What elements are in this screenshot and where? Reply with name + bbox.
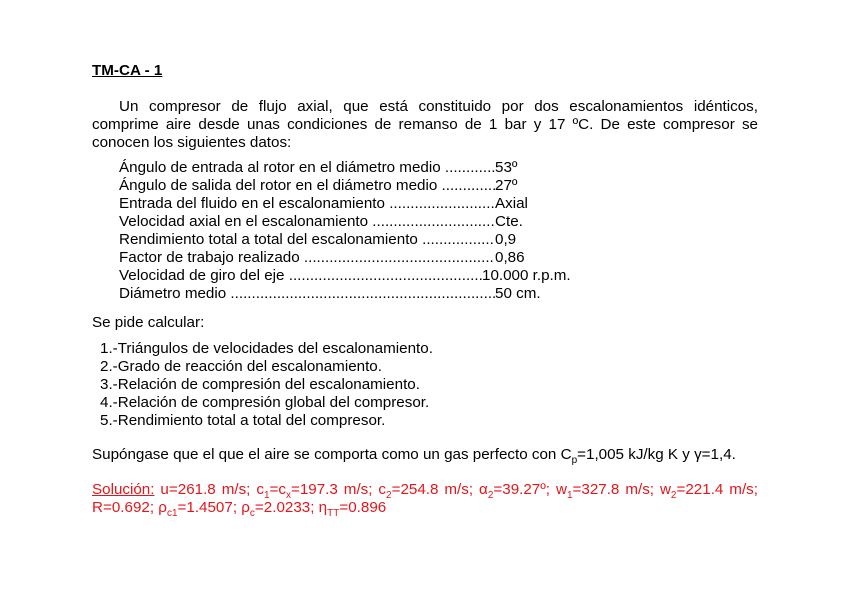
sol-cx: =c: [269, 481, 286, 498]
sol-rho-c: ρ: [241, 499, 250, 516]
sol-rho-c-val: =2.0233;: [254, 499, 319, 516]
data-value: 50 cm.: [495, 285, 541, 302]
sol-c2: c: [378, 481, 387, 498]
sol-alpha2-val: =39.27º;: [493, 481, 556, 498]
sol-eta-sub: TT: [327, 508, 340, 520]
task-list: [100, 340, 758, 430]
data-label: Velocidad axial en el escalonamiento .....: [119, 213, 495, 231]
cp-subscript: p: [571, 455, 578, 467]
sol-c1-val: =197.3 m/s;: [290, 481, 379, 498]
sol-c2-sub: 2: [386, 490, 392, 502]
data-label: Factor de trabajo realizado .....: [119, 249, 495, 267]
sol-rho-c-sub: c: [249, 508, 255, 520]
data-value: 0,9: [495, 231, 517, 248]
gamma-value: γ=1,4.: [694, 446, 736, 463]
assumption-paragraph: [92, 446, 758, 467]
sol-w1-val: =327.8 m/s;: [572, 481, 660, 498]
sol-c2-val: =254.8 m/s;: [391, 481, 480, 498]
sol-rho-c1-sub: c1: [166, 508, 178, 520]
data-value: 0,86: [495, 249, 525, 266]
sol-w2-sub: 2: [670, 490, 677, 502]
data-label: Rendimiento total a total del escalonamiento .....: [119, 231, 495, 249]
data-label: Velocidad de giro del eje .....: [119, 267, 482, 285]
task-item: 4.-Relación de compresión global del compresor.: [100, 394, 430, 411]
data-label: Ángulo de entrada al rotor en el diámetro medio .....: [119, 159, 495, 177]
sol-w2: w: [659, 481, 671, 498]
sol-eta: η: [318, 499, 328, 516]
data-value: 27º: [495, 177, 518, 194]
solution-paragraph: [92, 481, 758, 520]
data-list: [119, 159, 758, 303]
data-value: 10.000 r.p.m.: [482, 267, 571, 284]
intro-paragraph: Un compresor de flujo axial, que está constituido por dos escalonamientos idénticos, comprime aire desde unas condiciones de remanso de 1 bar y 17 ºC. De este compresor se conocen los siguientes datos:: [92, 98, 758, 151]
data-row: [119, 285, 758, 303]
data-value: Cte.: [495, 213, 523, 230]
data-value: 53º: [495, 159, 518, 176]
sol-rho-c1-val: =1.4507;: [177, 499, 242, 516]
ask-heading: Se pide calcular:: [92, 314, 205, 331]
task-item: 1.-Triángulos de velocidades del escalonamiento.: [100, 340, 433, 357]
data-row: [119, 249, 758, 267]
sol-u: u=261.8 m/s;: [154, 481, 257, 498]
data-row: [119, 267, 758, 285]
sol-w1-sub: 1: [566, 490, 573, 502]
data-row: [119, 177, 758, 195]
sol-c1: c: [256, 481, 264, 498]
data-value: Axial: [495, 195, 528, 212]
task-item: 5.-Rendimiento total a total del compresor.: [100, 412, 386, 429]
data-row: [119, 159, 758, 177]
data-label: Entrada del fluido en el escalonamiento .....: [119, 195, 495, 213]
assumption-text-mid: =1,005 kJ/kg K y: [577, 446, 695, 463]
problem-title: TM-CA - 1: [92, 62, 163, 79]
assumption-text: Supóngase que el que el aire se comporta como un gas perfecto con C: [92, 446, 572, 463]
sol-alpha2-sub: 2: [487, 490, 494, 502]
task-item: 3.-Relación de compresión del escalonamiento.: [100, 376, 420, 393]
document-page: [92, 62, 758, 520]
sol-c1-sub: 1: [263, 490, 270, 502]
sol-alpha2: α: [479, 481, 488, 498]
sol-w1: w: [555, 481, 567, 498]
data-label: Diámetro medio .....: [119, 285, 495, 303]
sol-cx-sub: x: [285, 490, 291, 502]
sol-rho-c1: ρ: [158, 499, 167, 516]
data-label: Ángulo de salida del rotor en el diámetro medio .....: [119, 177, 495, 195]
solution-label: Solución:: [92, 481, 155, 498]
sol-w2-val: =221.4 m/s; R=0.692;: [92, 481, 758, 516]
data-row: [119, 195, 758, 213]
sol-eta-val: =0.896: [339, 499, 387, 516]
task-item: 2.-Grado de reacción del escalonamiento.: [100, 358, 382, 375]
data-row: [119, 213, 758, 231]
data-row: [119, 231, 758, 249]
